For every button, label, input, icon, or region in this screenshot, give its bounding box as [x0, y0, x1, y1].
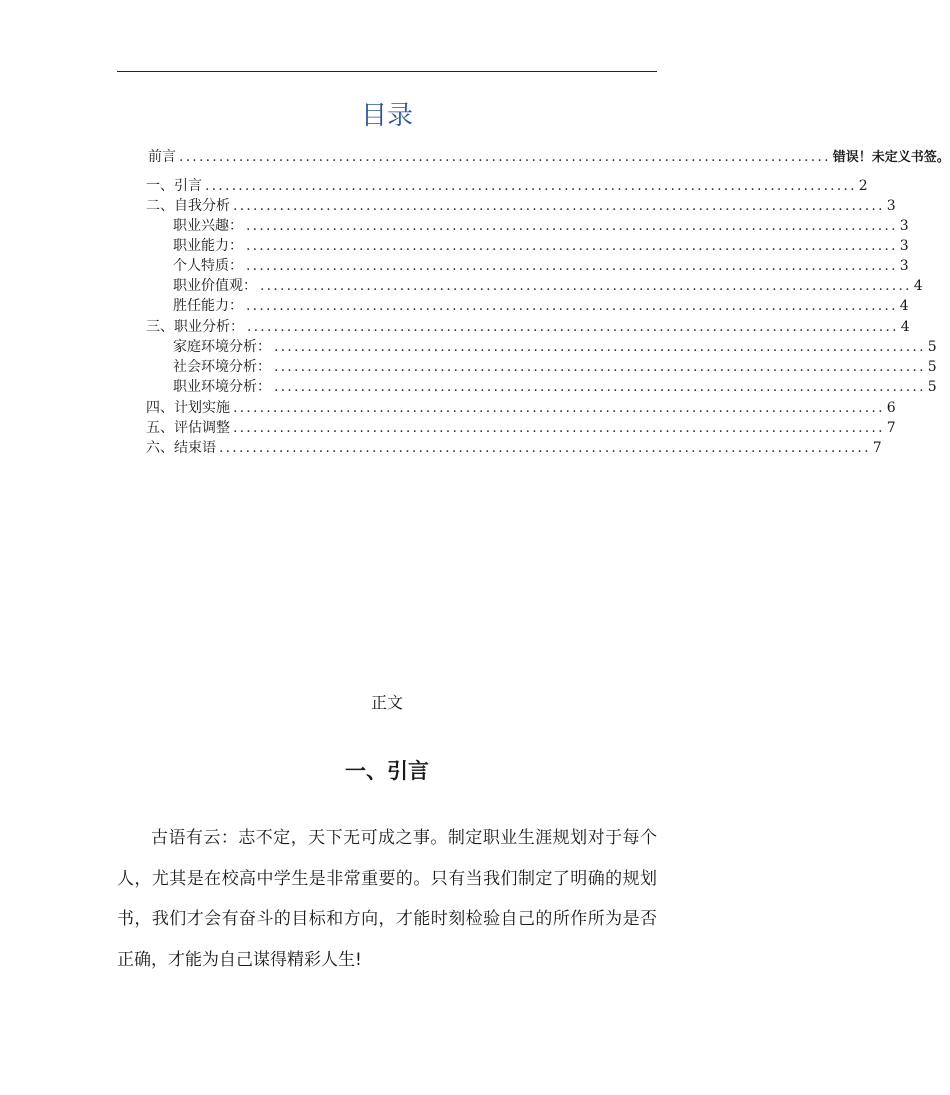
toc-entry-page: 2 [858, 178, 868, 194]
toc-entry-label: 职业价值观： [173, 278, 257, 294]
toc-entry-page: 3 [899, 258, 909, 274]
toc-entry-page: 5 [927, 379, 937, 395]
toc-entry-page: 4 [899, 298, 909, 314]
toc-leader-dots: .................................................................................................. [246, 218, 898, 234]
toc-entry-page: 4 [900, 319, 910, 335]
toc-entry-label: 社会环境分析： [173, 359, 271, 375]
toc-leader-dots: .................................................................................................. [274, 379, 926, 395]
toc-entry-label: 职业环境分析： [173, 379, 271, 395]
toc-leader-dots: .................................................................................................. [179, 149, 831, 165]
toc-leader-dots: .................................................................................................. [219, 440, 871, 456]
toc-entry-page: 5 [927, 339, 937, 355]
toc-entry-label: 四、计划实施 [146, 400, 230, 416]
toc-entry-preface[interactable] [148, 147, 950, 167]
toc-entry-page: 3 [899, 218, 909, 234]
toc-leader-dots: .................................................................................................. [246, 238, 898, 254]
toc-entry-social-environment[interactable] [173, 357, 937, 377]
toc-entry-page: 7 [886, 420, 896, 436]
toc-entry-label: 一、引言 [146, 178, 202, 194]
toc-entry-label: 六、结束语 [146, 440, 216, 456]
toc-entry-introduction[interactable] [146, 176, 868, 196]
toc-entry-page: 3 [899, 238, 909, 254]
toc-entry-competency[interactable] [173, 296, 909, 316]
toc-title: 目录 [360, 101, 413, 131]
toc-entry-label: 职业能力： [173, 238, 243, 254]
toc-leader-dots: .................................................................................................. [233, 198, 885, 214]
toc-entry-career-ability[interactable] [173, 236, 909, 256]
toc-entry-evaluation[interactable] [146, 418, 896, 438]
section-heading: 一、引言 [345, 759, 429, 783]
header-rule [117, 71, 657, 72]
toc-entry-page: 错误！未定义书签。 [832, 150, 950, 165]
toc-leader-dots: .................................................................................................. [260, 278, 912, 294]
toc-entry-page: 5 [927, 359, 937, 375]
toc-leader-dots: .................................................................................................. [205, 178, 857, 194]
toc-entry-career-analysis[interactable] [146, 317, 910, 337]
toc-leader-dots: .................................................................................................. [246, 298, 898, 314]
toc-entry-label: 三、职业分析： [146, 319, 244, 335]
toc-entry-label: 二、自我分析 [146, 198, 230, 214]
toc-entry-conclusion[interactable] [146, 438, 882, 458]
toc-entry-label: 五、评估调整 [146, 420, 230, 436]
toc-entry-self-analysis[interactable] [146, 196, 896, 216]
toc-leader-dots: .................................................................................................. [247, 319, 899, 335]
toc-leader-dots: .................................................................................................. [274, 339, 926, 355]
toc-entry-label: 个人特质： [173, 258, 243, 274]
toc-entry-page: 6 [886, 400, 896, 416]
toc-entry-page: 3 [886, 198, 896, 214]
toc-entry-page: 4 [913, 278, 923, 294]
toc-leader-dots: .................................................................................................. [274, 359, 926, 375]
toc-leader-dots: .................................................................................................. [233, 420, 885, 436]
toc-entry-career-interest[interactable] [173, 216, 909, 236]
toc-entry-label: 胜任能力： [173, 298, 243, 314]
toc-entry-career-values[interactable] [173, 276, 923, 296]
toc-entry-label: 前言 [148, 149, 176, 165]
toc-entry-plan-implementation[interactable] [146, 398, 896, 418]
toc-entry-personal-traits[interactable] [173, 256, 909, 276]
toc-entry-family-environment[interactable] [173, 337, 937, 357]
body-section-label: 正文 [370, 693, 403, 712]
toc-leader-dots: .................................................................................................. [246, 258, 898, 274]
toc-leader-dots: .................................................................................................. [233, 400, 885, 416]
toc-entry-career-environment[interactable] [173, 377, 937, 397]
toc-entry-label: 家庭环境分析： [173, 339, 271, 355]
toc-entry-page: 7 [872, 440, 882, 456]
toc-entry-label: 职业兴趣： [173, 218, 243, 234]
body-paragraph: 古语有云：志不定，天下无可成之事。制定职业生涯规划对于每个人，尤其是在校高中学生是非常重要的。只有当我们制定了明确的规划书，我们才会有奋斗的目标和方向，才能时刻检验自己的所作所为是否正确，才能为自己谋得精彩人生! [117, 828, 657, 970]
